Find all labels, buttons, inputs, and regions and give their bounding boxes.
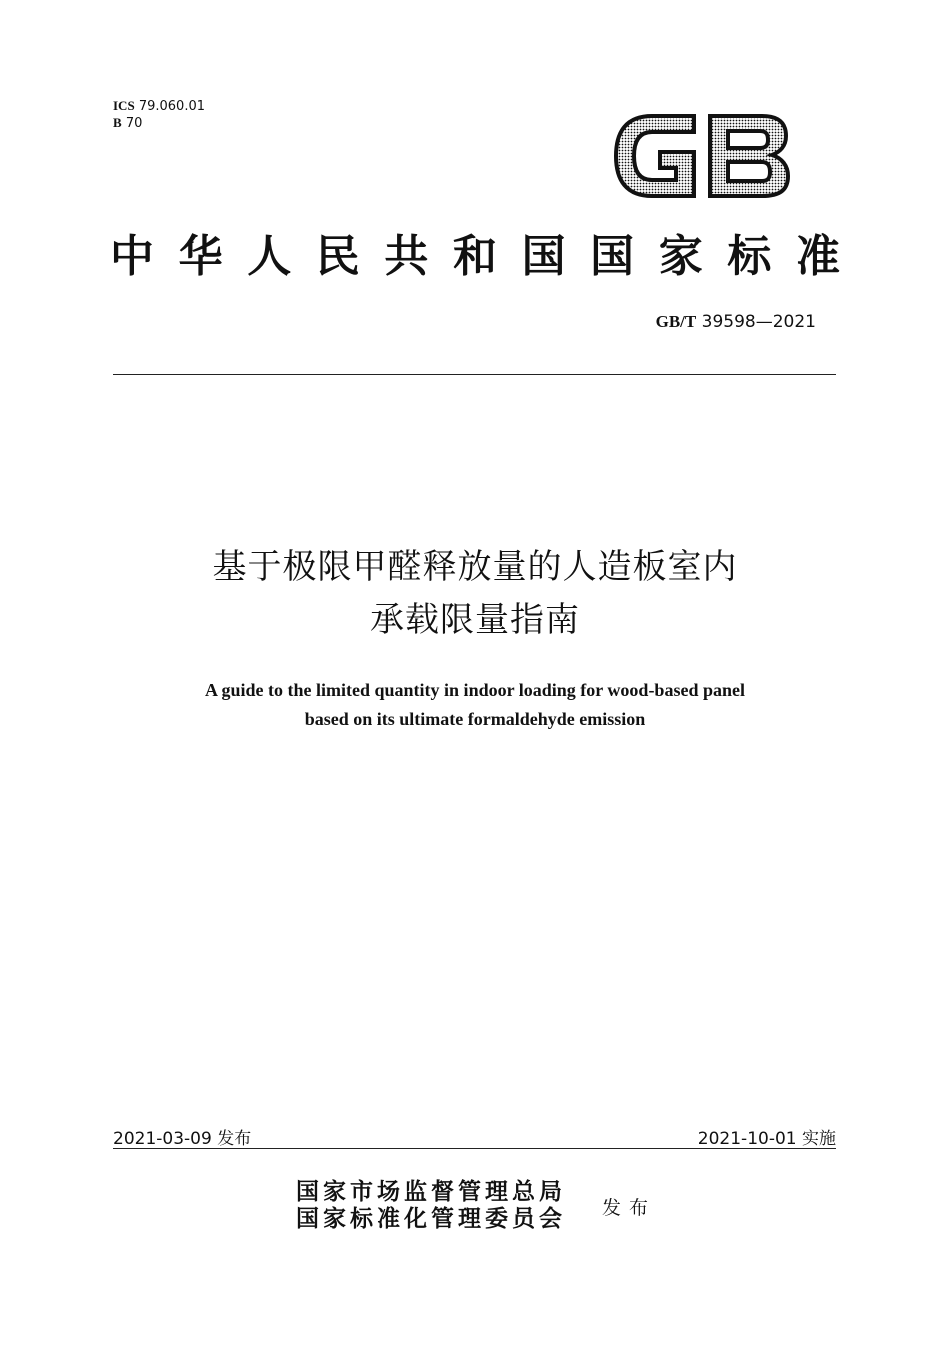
title-en-line2: based on its ultimate formaldehyde emission	[304, 709, 646, 729]
national-standard-char: 准	[795, 231, 840, 282]
national-standard-char: 家	[658, 231, 703, 282]
ics-line: ICS 79.060.01	[113, 98, 205, 114]
national-standard-char: 标	[727, 231, 772, 282]
title-cn-line1: 基于极限甲醛释放量的人造板室内	[212, 547, 738, 587]
issue-date: 2021-03-09 发布	[113, 1129, 252, 1149]
issuer-sac: 国家标准化管理委员会	[296, 1205, 566, 1232]
title-cn-line2: 承载限量指南	[370, 600, 580, 640]
national-standard-char: 人	[247, 231, 292, 282]
national-standard-char: 华	[178, 231, 223, 282]
classification-codes	[113, 98, 205, 132]
title-en-line1: A guide to the limited quantity in indoor loading for wood-based panel	[205, 680, 745, 700]
standard-number: GB/T 39598—2021	[655, 312, 816, 332]
issuer-samr: 国家市场监督管理总局	[296, 1178, 566, 1205]
issuers	[296, 1178, 566, 1232]
national-standard-char: 中	[110, 231, 154, 282]
bottom-rule	[113, 1148, 836, 1149]
national-standard-char: 和	[452, 231, 497, 282]
implement-date: 2021-10-01 实施	[697, 1129, 836, 1149]
top-rule	[113, 374, 836, 375]
national-standard-char: 国	[590, 231, 635, 282]
dates-row	[113, 1124, 836, 1149]
ccs-line: B 70	[113, 115, 143, 131]
national-standard-char: 国	[521, 231, 566, 282]
national-standard-char: 民	[315, 231, 360, 282]
national-standard-heading	[110, 222, 840, 282]
gb-logo	[612, 110, 790, 202]
publish-label: 发布	[602, 1197, 657, 1219]
national-standard-char: 共	[384, 231, 429, 282]
